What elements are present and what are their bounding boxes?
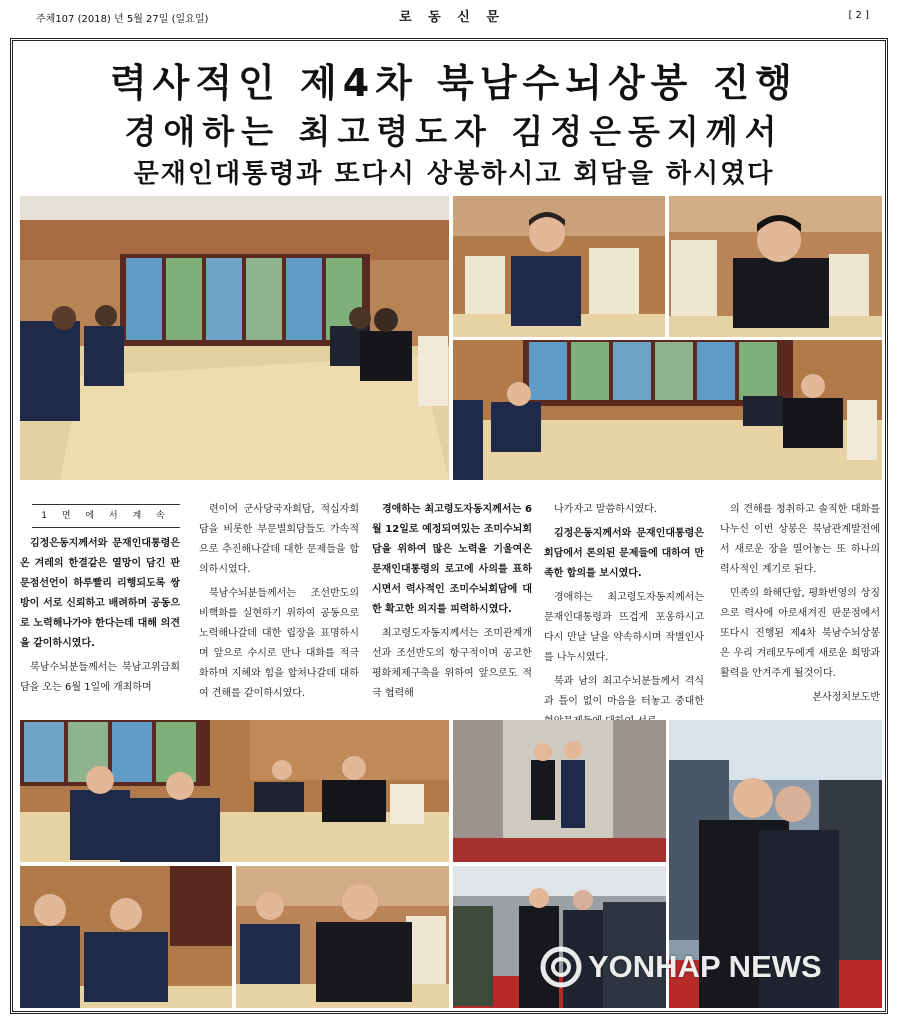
article-paragraph: 민족의 화해단합, 평화번영의 상징으로 력사에 아로새겨진 판문점에서 또다시 진행된 제4차 북남수뇌상봉은 우리 겨레모두에게 새로운 희망과 활력을 안겨주게 될것이다.	[720, 588, 880, 679]
article-paragraph: 경애하는 최고령도자동지께서는 문재인대통령과 뜨겁게 포옹하시고 다시 만날 날을 약속하시며 작별인사를 나누시였다.	[544, 592, 704, 663]
photo-south-delegation	[20, 866, 232, 1008]
article-paragraph: 의 견해를 청취하고 솔직한 대화를 나누신 이번 상봉은 북남관계발전에서 새로운 장을 열어놓는 또 하나의 력사적인 계기로 된다.	[720, 504, 880, 575]
photo-meeting-wide	[20, 196, 449, 480]
watermark	[540, 942, 890, 992]
paper-name: 로 동 신 문	[399, 10, 505, 25]
headline-second: 경애하는 최고령도자 김정은동지께서	[124, 112, 784, 151]
article-paragraph: 련이어 군사당국자회담, 적십자회담을 비롯한 부문별회담들도 가속적으로 추진해나갈데 대한 문제들을 합의하시였다.	[199, 504, 359, 575]
yonhap-logo-icon	[540, 946, 582, 988]
watermark-text: YONHAP NEWS	[588, 949, 822, 984]
article-column-5	[720, 500, 880, 712]
article-paragraph: 최고령도자동지께서는 조미관계개선과 조선반도의 항구적이며 공고한 평화체제구축을 위하여 앞으로도 적극 협력해	[372, 628, 532, 699]
article-paragraph: 김정은동지께서와 문재인대통령은 회담에서 론의된 문제들에 대하여 만족한 합의를 보시였다.	[544, 528, 704, 579]
photo-walking-together	[453, 720, 666, 862]
headline-sub: 문재인대통령과 또다시 상봉하시고 회담을 하시였다	[133, 159, 775, 189]
article-column-3	[372, 500, 532, 708]
photo-north-delegation	[236, 866, 449, 1008]
article-column-1	[20, 500, 180, 702]
photo-meeting-table-right	[453, 340, 882, 480]
article-column-4	[544, 500, 704, 736]
article-column-2	[199, 500, 359, 708]
photo-meeting-table-lower	[20, 720, 449, 862]
article-paragraph: 북남수뇌분들께서는 조선반도의 비핵화를 실현하기 위하여 공동으로 노력해나갈데 대한 립장을 표명하시며 앞으로 수시로 만나 대화를 적극화하며 지혜와 힘을 합쳐나갈데 대하여 견해를 같이하시였다.	[199, 588, 359, 699]
continued-label: 1 면 에 서 계 속	[32, 504, 180, 528]
issue-date: 주체107 (2018) 년 5월 27일 (일요일)	[36, 14, 209, 25]
photo-kim-portrait	[669, 196, 882, 337]
article-paragraph: 북남수뇌분들께서는 북남고위급회담을 오는 6월 1일에 개최하며	[20, 662, 180, 693]
page-number: [ 2 ]	[848, 10, 869, 21]
article-paragraph: 나가자고 말씀하시였다.	[554, 504, 657, 515]
article-credit: 본사정치보도반	[812, 692, 880, 703]
photo-moon-portrait	[453, 196, 665, 337]
article-paragraph: 김정은동지께서와 문재인대통령은 온 겨레의 한결같은 열망이 담긴 판문점선언이 하루빨리 리행되도록 쌍방이 서로 신뢰하고 배려하며 공동으로 노력해나가야 한다는데 대해 의견을 같이하시였다.	[20, 538, 180, 649]
masthead	[0, 0, 909, 34]
headline-main: 력사적인 제4차 북남수뇌상봉 진행	[109, 61, 799, 105]
article-paragraph: 북과 남의 최고수뇌분들께서 격식과 틀이 없이 마음을 터놓고 중대한	[544, 676, 704, 707]
article-paragraph: 경애하는 최고령도자동지께서는 6월 12일로 예정되여있는 조미수뇌회담을 위하여 많은 노력을 기울여온 문재인대통령의 로고에 사의를 표하시면서 력사적인 조미수뇌회담에 대한 확고한 의지를 피력하시였다.	[372, 504, 532, 615]
